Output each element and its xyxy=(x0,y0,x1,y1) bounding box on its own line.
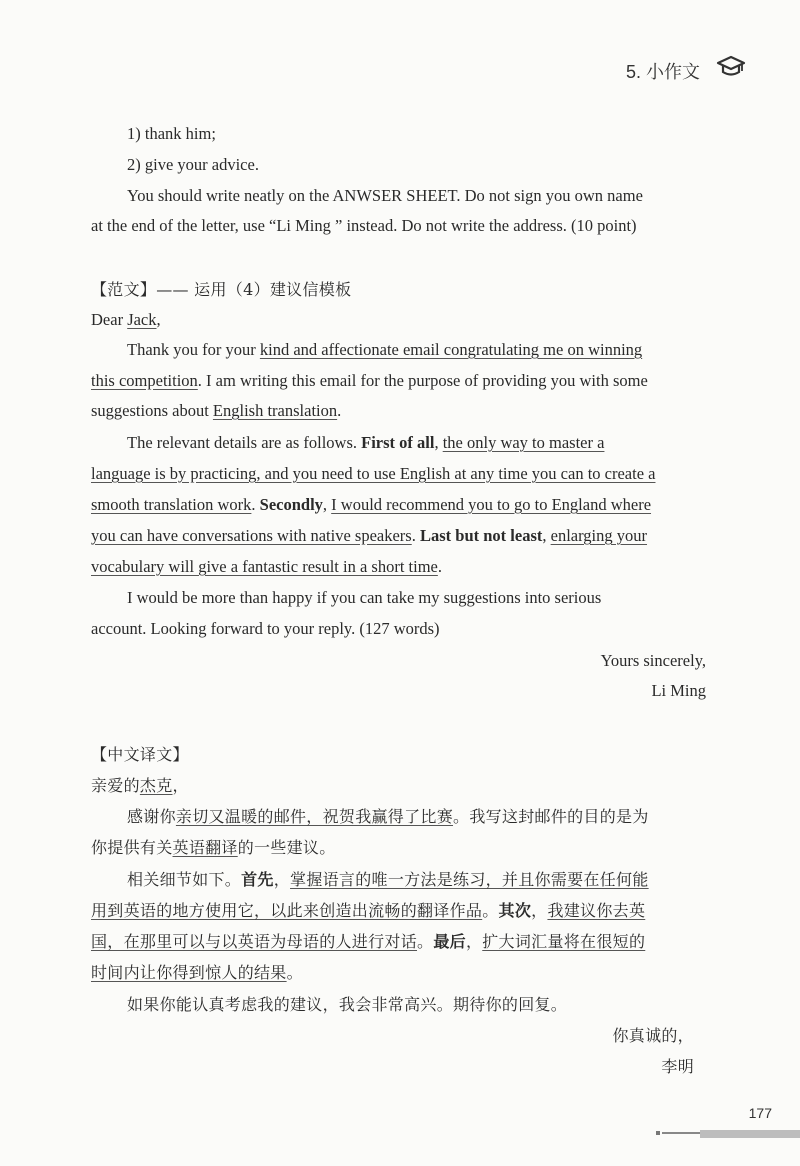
translation-greeting: 亲爱的杰克， xyxy=(91,776,189,795)
model-paragraph-1-line-2: this competition. I am writing this email for the purpose of providing you with some xyxy=(91,371,648,390)
model-paragraph-3-line-2: account. Looking forward to your reply. (127 words) xyxy=(91,619,440,638)
page-number: 177 xyxy=(748,1105,772,1121)
task-item-1: 1) thank him; xyxy=(127,124,216,143)
translation-paragraph-2-line-3: 国，在那里可以与以英语为母语的人进行对话。最后，扩大词汇量将在很短的 xyxy=(91,932,646,951)
model-signature: Li Ming xyxy=(651,681,706,700)
translation-signature: 李明 xyxy=(661,1057,694,1076)
footer-bar xyxy=(700,1130,800,1138)
model-paragraph-3-line-1: I would be more than happy if you can take my suggestions into serious xyxy=(127,588,602,607)
model-essay-heading: 【范文】—— 运用（4）建议信模板 xyxy=(91,280,352,299)
model-closing: Yours sincerely, xyxy=(600,651,706,670)
task-item-2: 2) give your advice. xyxy=(127,155,259,174)
task-requirement-line-1: You should write neatly on the ANWSER SHEET. Do not sign you own name xyxy=(127,186,643,205)
translation-paragraph-3: 如果你能认真考虑我的建议，我会非常高兴。期待你的回复。 xyxy=(127,995,568,1014)
translation-paragraph-2-line-1: 相关细节如下。首先，掌握语言的唯一方法是练习，并且你需要在任何能 xyxy=(127,870,649,889)
model-greeting: Dear Jack, xyxy=(91,310,161,329)
translation-paragraph-1-line-1: 感谢你亲切又温暖的邮件，祝贺我赢得了比赛。我写这封邮件的目的是为 xyxy=(127,807,649,826)
model-paragraph-1-line-3: suggestions about English translation. xyxy=(91,401,342,420)
translation-paragraph-2-line-2: 用到英语的地方使用它，以此来创造出流畅的翻译作品。其次，我建议你去英 xyxy=(91,901,646,920)
task-requirement-line-2: at the end of the letter, use “Li Ming ” instead. Do not write the address. (10 point) xyxy=(91,216,637,235)
translation-heading: 【中文译文】 xyxy=(91,745,189,764)
translation-paragraph-1-line-2: 你提供有关英语翻译的一些建议。 xyxy=(91,838,336,857)
translation-closing: 你真诚的， xyxy=(612,1026,694,1045)
graduation-cap-icon xyxy=(716,54,746,80)
model-paragraph-2-line-1: The relevant details are as follows. First of all, the only way to master a xyxy=(127,433,605,452)
translation-paragraph-2-line-4: 时间内让你得到惊人的结果。 xyxy=(91,963,303,982)
model-paragraph-2-line-5: vocabulary will give a fantastic result in a short time. xyxy=(91,557,442,576)
model-paragraph-2-line-2: language is by practicing, and you need to use English at any time you can to create a xyxy=(91,464,656,483)
model-paragraph-1-line-1: Thank you for your kind and affectionate email congratulating me on winning xyxy=(127,340,643,359)
footer-divider-line xyxy=(662,1132,700,1134)
model-paragraph-2-line-4: you can have conversations with native speakers. Last but not least, enlarging your xyxy=(91,526,648,545)
footer-divider xyxy=(656,1131,660,1135)
model-paragraph-2-line-3: smooth translation work. Secondly, I would recommend you to go to England where xyxy=(91,495,652,514)
section-title: 5. 小作文 xyxy=(626,62,701,82)
